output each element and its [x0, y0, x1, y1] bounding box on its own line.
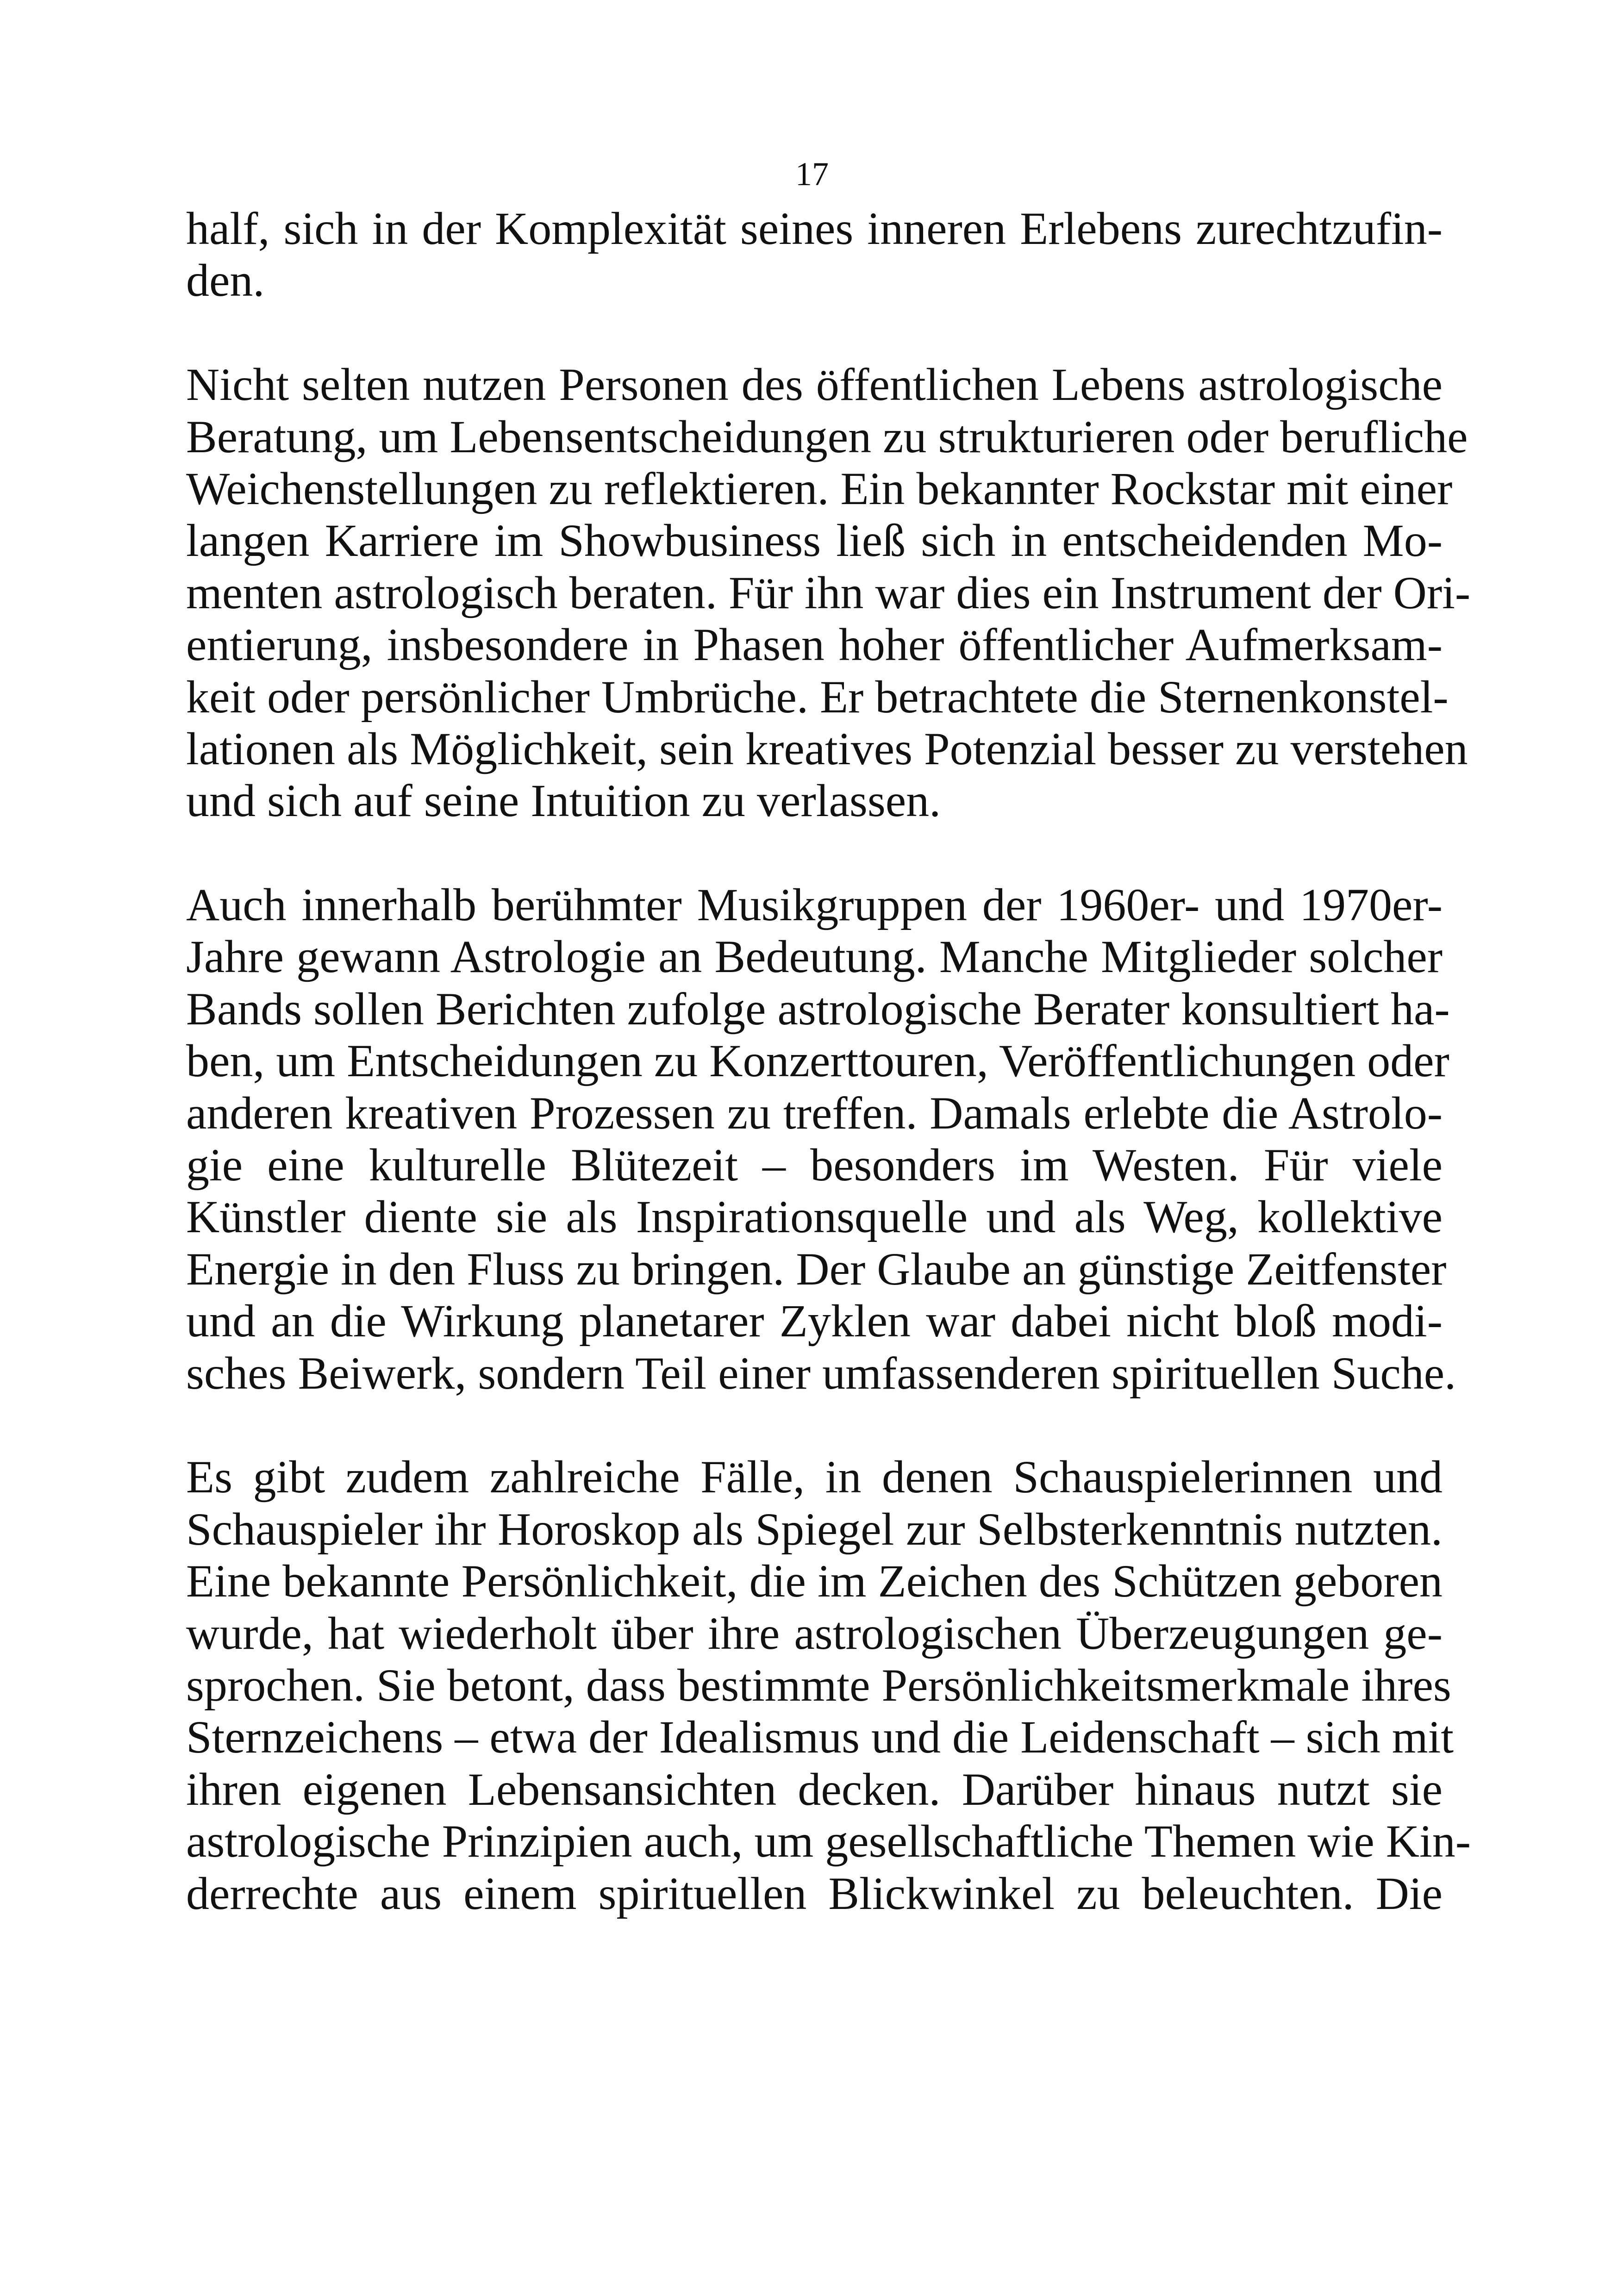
text-line: und sich auf seine Intuition zu verlassen. [186, 775, 941, 827]
text-line: und an die Wirkung planetarer Zyklen war dabei nicht bloß modi- [186, 1295, 1443, 1347]
paragraph-gap [186, 827, 1443, 879]
text-line: Es gibt zudem zahlreiche Fälle, in denen Schauspielerinnen und [186, 1451, 1443, 1503]
text-line: keit oder persönlicher Umbrüche. Er betrachtete die Sternenkonstel- [186, 671, 1449, 723]
text-line: Bands sollen Berichten zufolge astrologische Berater konsultiert ha- [186, 983, 1450, 1035]
text-line: half, sich in der Komplexität seines inneren Erlebens zurechtzufin- [186, 203, 1443, 254]
text-line: Schauspieler ihr Horoskop als Spiegel zur Selbsterkenntnis nutzten. [186, 1503, 1443, 1555]
text-line: anderen kreativen Prozessen zu treffen. Damals erlebte die Astrolo- [186, 1087, 1443, 1139]
paragraph [186, 203, 1443, 307]
text-line: wurde, hat wiederholt über ihre astrologischen Überzeugungen ge- [186, 1607, 1443, 1659]
text-line: Energie in den Fluss zu bringen. Der Glaube an günstige Zeitfenster [186, 1243, 1447, 1295]
text-line: ihren eigenen Lebensansichten decken. Darüber hinaus nutzt sie [186, 1763, 1443, 1815]
text-line: Auch innerhalb berühmter Musikgruppen der 1960er- und 1970er- [186, 879, 1443, 931]
text-line: lationen als Möglichkeit, sein kreatives Potenzial besser zu verstehen [186, 723, 1468, 774]
paragraph-gap [186, 307, 1443, 359]
text-line: den. [186, 255, 265, 306]
text-line: ben, um Entscheidungen zu Konzerttouren, Veröffentlichungen oder [186, 1035, 1449, 1087]
text-line: Eine bekannte Persönlichkeit, die im Zeichen des Schützen geboren [186, 1555, 1443, 1607]
text-line: Sternzeichens – etwa der Idealismus und die Leidenschaft – sich mit [186, 1711, 1454, 1763]
text-line: Jahre gewann Astrologie an Bedeutung. Manche Mitglieder solcher [186, 931, 1443, 983]
text-line: menten astrologisch beraten. Für ihn war dies ein Instrument der Ori- [186, 567, 1471, 618]
text-line: Künstler diente sie als Inspirationsquelle und als Weg, kollektive [186, 1191, 1443, 1243]
text-line: Nicht selten nutzen Personen des öffentlichen Lebens astrologische [186, 359, 1443, 411]
paragraph [186, 879, 1456, 1399]
paragraph [186, 1451, 1471, 1920]
text-line: astrologische Prinzipien auch, um gesellschaftliche Themen wie Kin- [186, 1815, 1471, 1867]
body-text [186, 203, 1471, 1920]
text-line: derrechte aus einem spirituellen Blickwinkel zu beleuchten. Die [186, 1867, 1443, 1919]
text-line: entierung, insbesondere in Phasen hoher öffentlicher Aufmerksam- [186, 619, 1443, 671]
text-line: sprochen. Sie betont, dass bestimmte Persönlichkeitsmerkmale ihres [186, 1659, 1451, 1711]
text-line: Weichenstellungen zu reflektieren. Ein bekannter Rockstar mit einer [186, 462, 1453, 514]
page-number: 17 [795, 156, 829, 193]
text-line: gie eine kulturelle Blütezeit – besonders im Westen. Für viele [186, 1139, 1443, 1191]
text-line: Beratung, um Lebensentscheidungen zu strukturieren oder berufliche [186, 411, 1468, 462]
text-line: sches Beiwerk, sondern Teil einer umfassenderen spirituellen Suche. [186, 1347, 1456, 1399]
text-line: langen Karriere im Showbusiness ließ sich in entscheidenden Mo- [186, 515, 1443, 567]
paragraph-gap [186, 1399, 1443, 1451]
paragraph [186, 359, 1471, 827]
